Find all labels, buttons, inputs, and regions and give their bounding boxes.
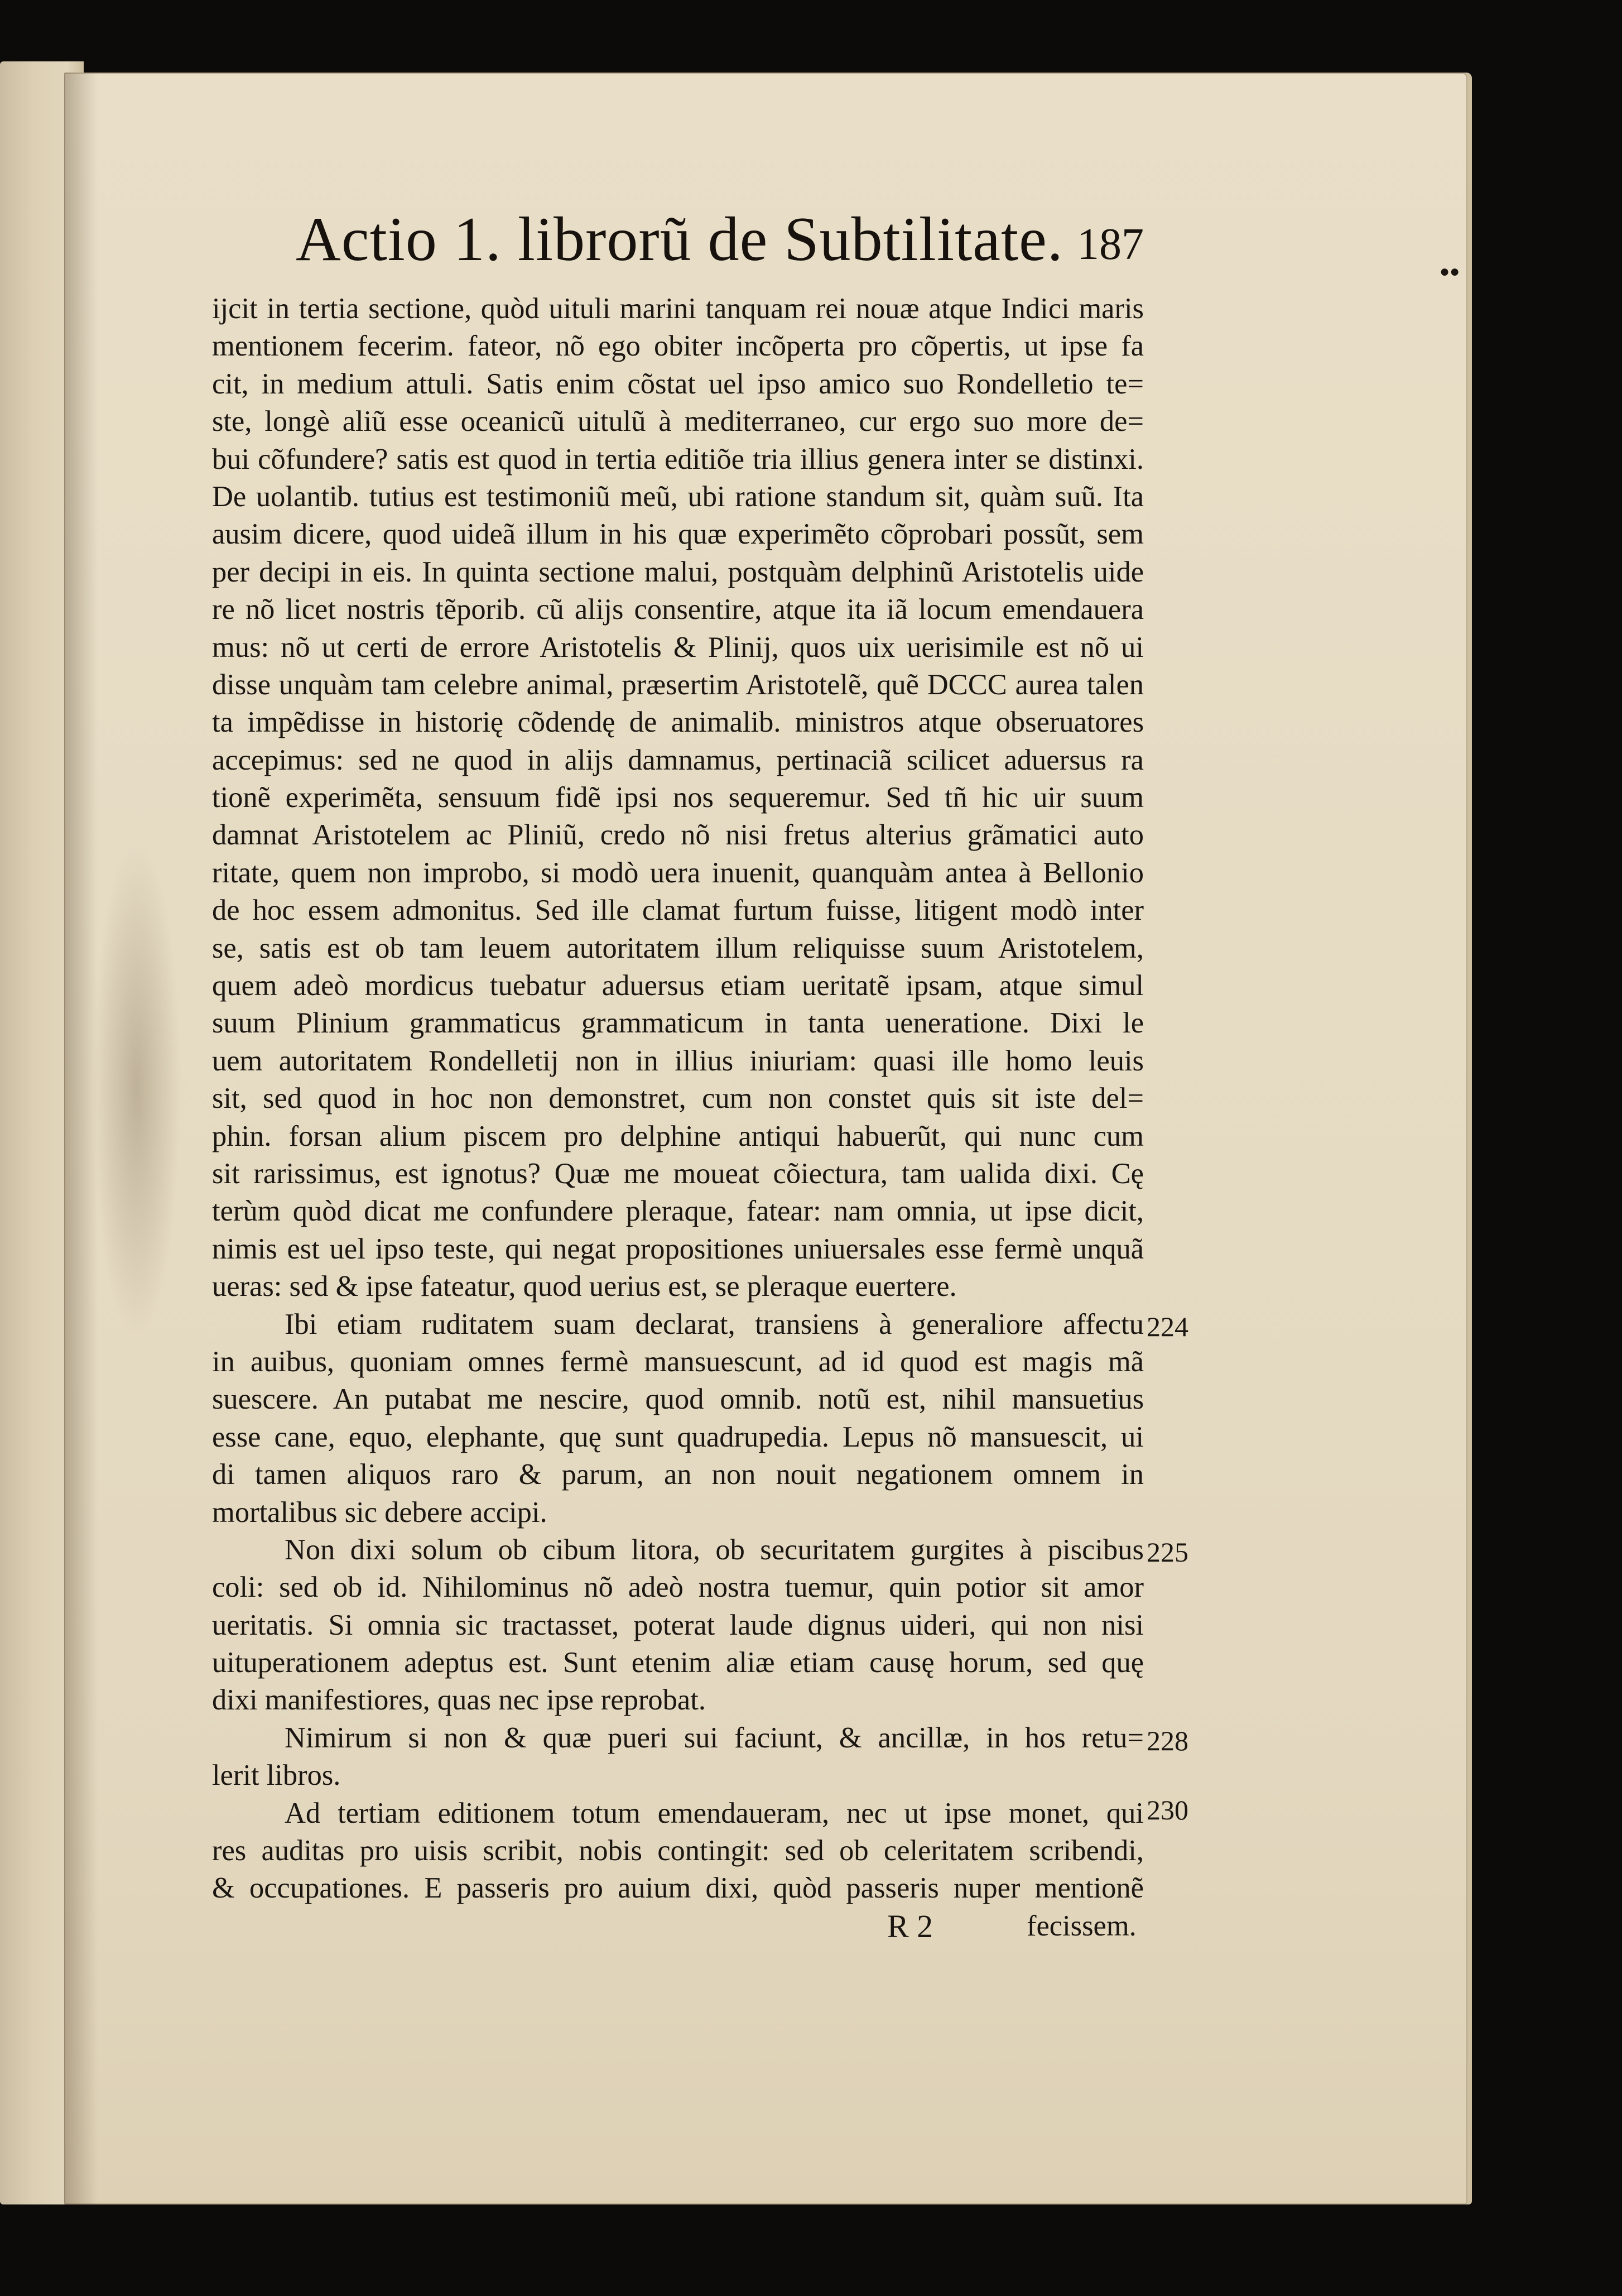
text-line: nimis est uel ipso teste, qui negat propositiones uniuersales esse fermè unquã [212,1232,1144,1265]
page-edge-mark: ●● [1440,262,1460,281]
text-line: cit, in medium attuli. Satis enim cõstat uel ipso amico suo Rondelletio te= [212,367,1144,400]
text-line: Ibi etiam ruditatem suam declarat, transiens à generaliore affectu [285,1308,1144,1341]
margin-note: 228 [1147,1725,1188,1756]
text-line: uituperationem adeptus est. Sunt etenim aliæ etiam causę horum, sed quę [212,1646,1144,1679]
text-line: tionẽ experimẽta, sensuum fidẽ ipsi nos sequeremur. Sed tñ hic uir suum [212,781,1144,814]
text-line: uem autoritatem Rondelletij non in illius iniuriam: quasi ille homo leuis [212,1044,1144,1077]
text-line: quem adeò mordicus tuebatur aduersus etiam ueritatẽ ipsam, atque simul [212,969,1144,1002]
text-line: ausim dicere, quod uideã illum in his quæ experimẽto cõprobari possũt, sem [212,518,1144,551]
text-line: ta impẽdisse in historię cõdendę de animalib. ministros atque obseruatores [212,706,1144,739]
text-line: De uolantib. tutius est testimoniũ meũ, ubi ratione standum sit, quàm suũ. Ita [212,480,1144,513]
text-line: de hoc essem admonitus. Sed ille clamat furtum fuisse, litigent modò inter [212,894,1144,927]
text-line: terùm quòd dicat me confundere pleraque, fatear: nam omnia, ut ipse dicit, [212,1195,1144,1228]
text-line: ritate, quem non improbo, si modò uera inuenit, quanquàm antea à Bellonio [212,856,1144,889]
running-title: Actio 1. librorũ de Subtilitate. [296,205,1063,274]
text-line: & occupationes. E passeris pro auium dixi, quòd passeris nuper mentionẽ [212,1872,1144,1905]
folio-number: 187 [1077,220,1144,269]
text-line: suum Plinium grammaticus grammaticum in tanta ueneratione. Dixi le [212,1007,1144,1040]
text-line: Ad tertiam editionem totum emendaueram, nec ut ipse monet, qui [285,1797,1144,1829]
text-line: suescere. An putabat me nescire, quod omnib. notũ est, nihil mansuetius [212,1383,1144,1416]
text-line: re nõ licet nostris tẽporib. cũ alijs consentire, atque ita iã locum emendauera [212,593,1144,626]
text-line: ijcit in tertia sectione, quòd uituli marini tanquam rei nouæ atque Indici maris [212,292,1144,325]
catchword: fecissem. [1027,1909,1137,1942]
text-line: Nimirum si non & quæ pueri sui faciunt, & ancillæ, in hos retu= [285,1721,1144,1754]
margin-note: 224 [1147,1311,1188,1342]
text-line: in auibus, quoniam omnes fermè mansuescunt, ad id quod est magis mã [212,1345,1144,1378]
margin-note: 225 [1147,1536,1188,1568]
text-line: coli: sed ob id. Nihilominus nõ adeò nostra tuemur, quin potior sit amor [212,1571,1144,1604]
signature-line [212,1908,1144,1945]
paper-stain [92,837,181,1339]
text-line: disse unquàm tam celebre animal, præsertim Aristotelẽ, quẽ DCCC aurea talen [212,668,1144,701]
text-line: ste, longè aliũ esse oceanicũ uitulũ à mediterraneo, cur ergo suo more de= [212,405,1144,438]
text-line: dixi manifestiores, quas nec ipse reprobat. [212,1684,706,1717]
text-line: accepimus: sed ne quod in alijs damnamus, pertinaciã scilicet aduersus ra [212,743,1144,776]
text-line: mortalibus sic debere accipi. [212,1496,547,1529]
text-line: esse cane, equo, elephante, quę sunt quadrupedia. Lepus nõ mansuescit, ui [212,1420,1144,1453]
text-line: sit, sed quod in hoc non demonstret, cum non constet quis sit iste del= [212,1082,1144,1115]
text-line: mentionem fecerim. fateor, nõ ego obiter incõperta pro cõpertis, ut ipse fa [212,330,1144,363]
text-line: bui cõfundere? satis est quod in tertia editiõe tria illius genera inter se distinxi. [212,443,1144,475]
text-line: lerit libros. [212,1759,341,1792]
text-line: se, satis est ob tam leuem autoritatem illum reliquisse suum Aristotelem, [212,931,1144,964]
text-line: Non dixi solum ob cibum litora, ob securitatem gurgites à piscibus [285,1533,1144,1566]
text-line: per decipi in eis. In quinta sectione malui, postquàm delphinũ Aristotelis uide [212,555,1144,588]
text-line: damnat Aristotelem ac Pliniũ, credo nõ nisi fretus alterius grãmatici auto [212,819,1144,852]
margin-note: 230 [1147,1794,1188,1826]
signature-mark: R 2 [887,1908,933,1944]
text-line: mus: nõ ut certi de errore Aristotelis & Plinij, quos uix uerisimile est nõ ui [212,631,1144,664]
text-line: ueritatis. Si omnia sic tractasset, poterat laude dignus uideri, qui non nisi [212,1608,1144,1641]
text-line: ueras: sed & ipse fateatur, quod uerius est, se pleraque euertere. [212,1270,957,1303]
text-block [212,290,1144,1945]
text-line: sit rarissimus, est ignotus? Quæ me moueat cõiectura, tam ualida dixi. Cę [212,1157,1144,1190]
text-line: res auditas pro uisis scribit, nobis contingit: sed ob celeritatem scribendi, [212,1834,1144,1867]
text-line: di tamen aliquos raro & parum, an non nouit negationem omnem in [212,1458,1144,1491]
text-line: phin. forsan alium piscem pro delphine antiqui habuerũt, qui nunc cum [212,1120,1144,1152]
page-header [296,204,1144,282]
